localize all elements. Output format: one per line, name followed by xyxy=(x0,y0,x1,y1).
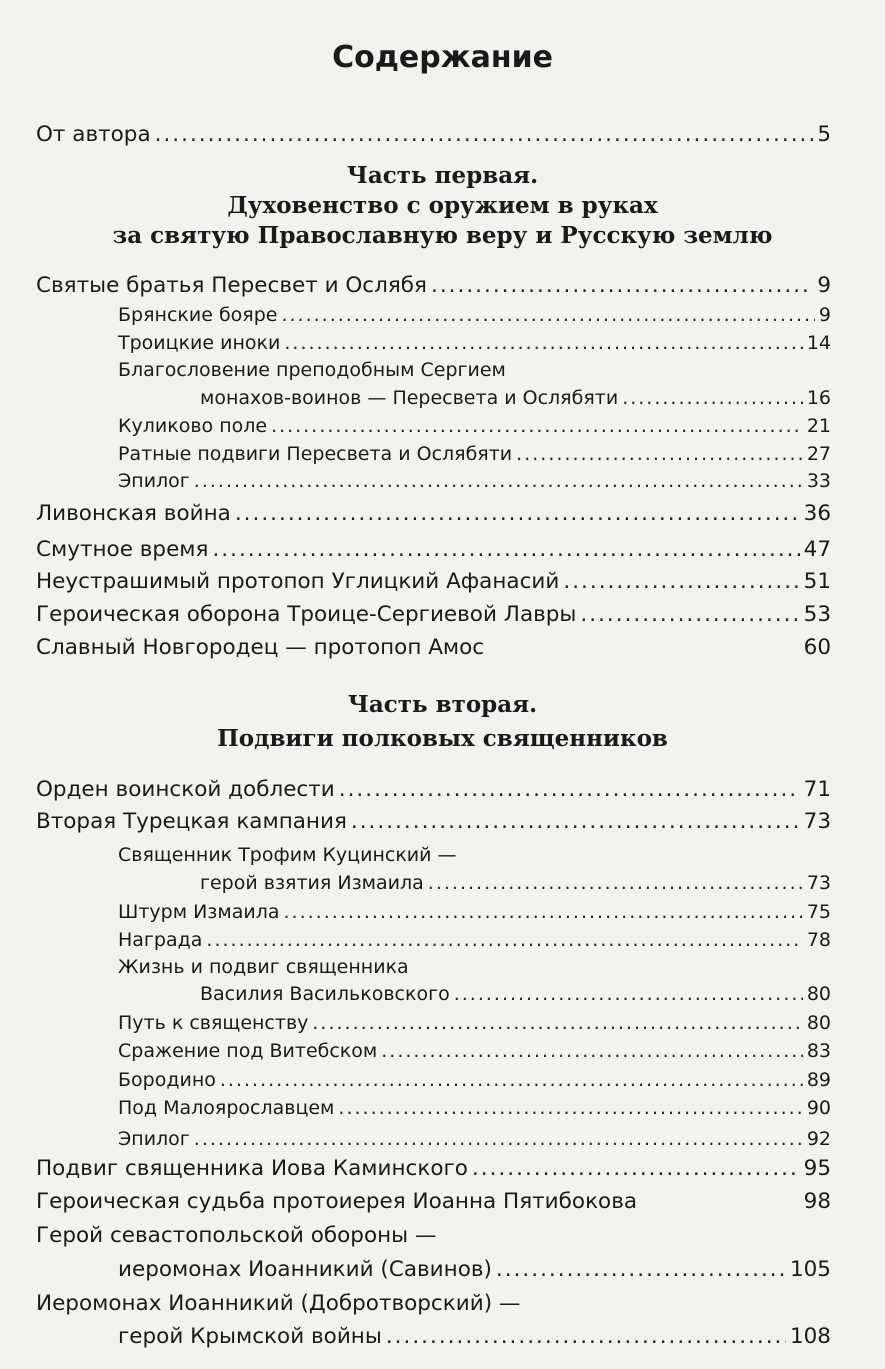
toc-subentry: Эпилог ..... 92 xyxy=(118,1125,831,1153)
toc-entry: Героическая судьба протоиерея Иоанна Пятибокова 98 xyxy=(36,1189,831,1214)
toc-entry: Героическая оборона Троице-Сергиевой Лавры ..... 53 xyxy=(36,601,831,629)
toc-subentry: Брянские бояре ..... 9 xyxy=(118,301,831,329)
toc-entry: Подвиг священника Иова Каминского ..... 95 xyxy=(36,1155,831,1183)
toc-entry-line: Иеромонах Иоанникий (Добротворский) — xyxy=(36,1291,521,1316)
toc-entry: Неустрашимый протопоп Углицкий Афанасий ..... 51 xyxy=(36,568,831,596)
toc-subentry: Троицкие иноки ..... 14 xyxy=(118,329,831,357)
part-one-title: Духовенство с оружием в руках xyxy=(227,192,658,219)
toc-entry-line: Герой севастопольской обороны — xyxy=(36,1223,437,1248)
part-one-label: Часть первая. xyxy=(346,162,539,189)
toc-subentry-line: Благословение преподобным Сергием xyxy=(118,359,506,381)
toc-entry: От автора ..... 5 xyxy=(36,121,831,149)
part-two-label: Часть вторая. xyxy=(347,691,538,718)
toc-title: Содержание xyxy=(332,40,553,75)
toc-entry: Славный Новгородец — протопоп Амос 60 xyxy=(36,635,831,660)
toc-subentry: Под Малоярославцем ..... 90 xyxy=(118,1094,831,1122)
toc-subentry: Сражение под Витебском ..... 83 xyxy=(118,1037,831,1065)
toc-entry: Ливонская война ..... 36 xyxy=(36,500,831,528)
part-two-title: Подвиги полковых священников xyxy=(217,725,668,752)
toc-entry: Орден воинской доблести ..... 71 xyxy=(36,776,831,804)
toc-subentry: герой взятия Измаила ..... 73 xyxy=(200,869,831,897)
toc-entry: Смутное время ..... 47 xyxy=(36,536,831,564)
toc-subentry-line: Жизнь и подвиг священника xyxy=(118,956,409,978)
toc-entry: Святые братья Пересвет и Ослябя ..... 9 xyxy=(36,272,831,300)
toc-subentry: Награда ..... 78 xyxy=(118,926,831,954)
toc-subentry: Бородино ..... 89 xyxy=(118,1066,831,1094)
part-one-subtitle: за святую Православную веру и Русскую землю xyxy=(112,222,773,249)
toc-subentry: Путь к священству ..... 80 xyxy=(118,1009,831,1037)
toc-entry: герой Крымской войны ..... 108 xyxy=(118,1323,831,1351)
toc-entry: Вторая Турецкая кампания ..... 73 xyxy=(36,808,831,836)
toc-subentry-line: Священник Трофим Куцинский — xyxy=(118,844,457,866)
toc-subentry: Штурм Измаила ..... 75 xyxy=(118,898,831,926)
toc-entry: иеромонах Иоанникий (Савинов) ..... 105 xyxy=(118,1256,831,1284)
toc-subentry: Куликово поле ..... 21 xyxy=(118,412,831,440)
toc-subentry: монахов-воинов — Пересвета и Ослябяти ..... 16 xyxy=(200,384,831,412)
toc-subentry: Эпилог ..... 33 xyxy=(118,467,831,495)
toc-subentry: Ратные подвиги Пересвета и Ослябяти ..... 27 xyxy=(118,440,831,468)
toc-subentry: Василия Васильковского ..... 80 xyxy=(200,980,831,1008)
